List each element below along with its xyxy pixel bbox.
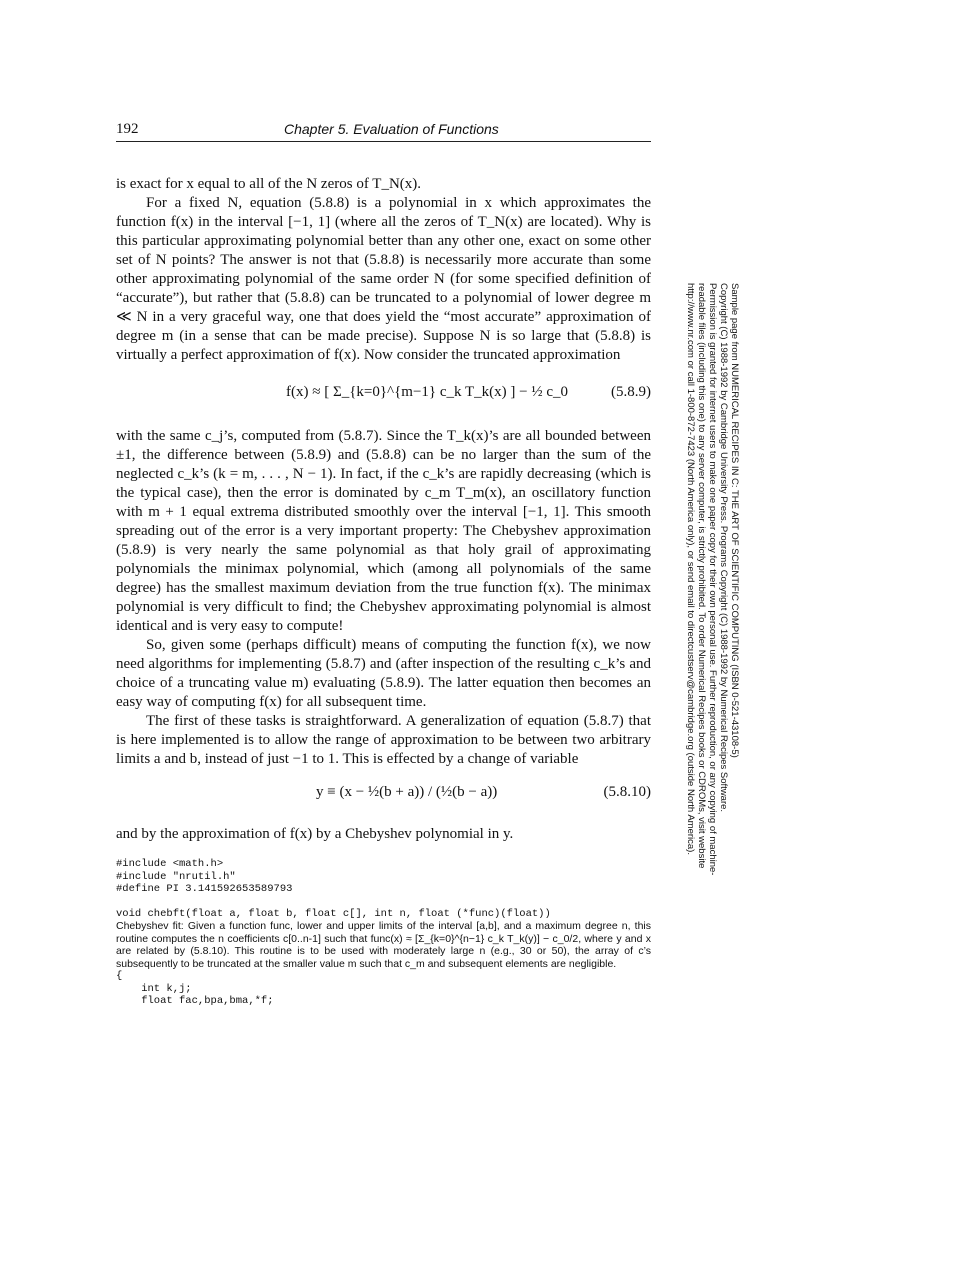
paragraph-5: The first of these tasks is straightforward. A generalization of equation (5.8.7) that is here implemented is to allow the range of approximation to be between two arbitrary limits a and b, instead of just −1 to 1. This is effected by a change of variable xyxy=(116,713,651,767)
code-signature: void chebft(float a, float b, float c[], int n, float (*func)(float)) xyxy=(116,907,551,920)
paragraph-2: For a fixed N, equation (5.8.8) is a polynomial in x which approximates the function f(x) in the interval [−1, 1] (where all the zeros of T_N(x) are located). Why is this particular approximating polynomial better than any other one, exact on some other set of N points? The answer is not that (5.8.8) is necessarily more accurate than some other approximating polynomial of the same order N (for some specified definition of “accurate”), but rather that (5.8.8) can be truncated to a polynomial of lower degree m ≪ N in a very graceful way, one that does yield the “most accurate” approximation of degree m (in a sense that can be made precise). Suppose N is so large that (5.8.8) is virtually a perfect approximation of f(x). Now consider the truncated approximation xyxy=(116,195,651,363)
sidebar-line: http://www.nr.com or call 1-800-872-7423 (North America only), or send email to directcustserv@cambridge.org (outside North America). xyxy=(685,283,696,855)
paragraph-6: and by the approximation of f(x) by a Chebyshev polynomial in y. xyxy=(116,826,514,842)
paragraph-1: is exact for x equal to all of the N zeros of T_N(x). xyxy=(116,176,422,192)
routine-description: Chebyshev fit: Given a function func, lower and upper limits of the interval [a,b], and a maximum degree n, this routine computes the n coefficients c[0..n-1] such that func(x) ≈ [Σ_{k=0}^{n−1} c_k T_k(y)] − c_0/2, where y and x are related by (5.8.10). This routine is to be used with moderately large n (e.g., 30 or 50), the array of c’s subsequently to be truncated at the smaller value m such that c_m and subsequent elements are negligible. xyxy=(116,920,651,970)
equation-number: (5.8.9) xyxy=(611,384,651,400)
page-body xyxy=(116,175,651,1008)
code-includes: #include <math.h> #include "nrutil.h" #define PI 3.141592653589793 xyxy=(116,858,293,895)
equation-number: (5.8.10) xyxy=(603,784,651,800)
sidebar-line: Sample page from NUMERICAL RECIPES IN C: THE ART OF SCIENTIFIC COMPUTING (ISBN 0-521-43108-5) xyxy=(729,283,740,758)
sidebar-line: Permission is granted for internet users to make one paper copy for their own personal use. Further reproduction, or any copying of machine- xyxy=(707,283,718,876)
code-body: { int k,j; float fac,bpa,bma,*f; xyxy=(116,970,274,1007)
sidebar-line: Copyright (C) 1988-1992 by Cambridge University Press. Programs Copyright (C) 1988-1992 by Numerical Recipes Software. xyxy=(718,283,729,813)
chapter-title: Chapter 5. Evaluation of Functions xyxy=(284,121,499,137)
equation-5-8-9 xyxy=(116,369,651,423)
paragraph-4: So, given some (perhaps difficult) means of computing the function f(x), we now need algorithms for implementing (5.8.7) and (after inspection of the resulting c_k’s and choice of a truncating value m) evaluating (5.8.9). The latter equation then becomes an easy way of computing f(x) for all subsequent time. xyxy=(116,637,651,710)
page-header xyxy=(116,121,651,142)
copyright-sidebar xyxy=(685,283,740,876)
sidebar-line: readable files (including this one) to any server computer, is strictly prohibited. To order Numerical Recipes books or CDROMs, visit website xyxy=(696,283,707,869)
page-number: 192 xyxy=(116,121,139,137)
equation-formula: y ≡ (x − ½(b + a)) / (½(b − a)) xyxy=(316,784,498,800)
equation-formula: f(x) ≈ [ Σ_{k=0}^{m−1} c_k T_k(x) ] − ½ c_0 xyxy=(286,384,569,400)
equation-5-8-10 xyxy=(116,775,651,817)
paragraph-3: with the same c_j’s, computed from (5.8.7). Since the T_k(x)’s are all bounded between ±1, the difference between (5.8.9) and (5.8.8) can be no larger than the sum of the neglected c_k’s (k = m, . . . , N − 1). In fact, if the c_k’s are rapidly decreasing (which is the typical case), then the error is dominated by c_m T_m(x), an oscillatory function with m + 1 equal extrema distributed smoothly over the interval [−1, 1]. This smooth spreading out of the error is a very important property: The Chebyshev approximation (5.8.9) is very nearly the same polynomial as that holy grail of approximating polynomials the minimax polynomial, which (among all polynomials of the same degree) has the smallest maximum deviation from the true function f(x). The minimax polynomial is very difficult to find; the Chebyshev approximating polynomial is almost identical and is very easy to compute! xyxy=(116,428,651,634)
